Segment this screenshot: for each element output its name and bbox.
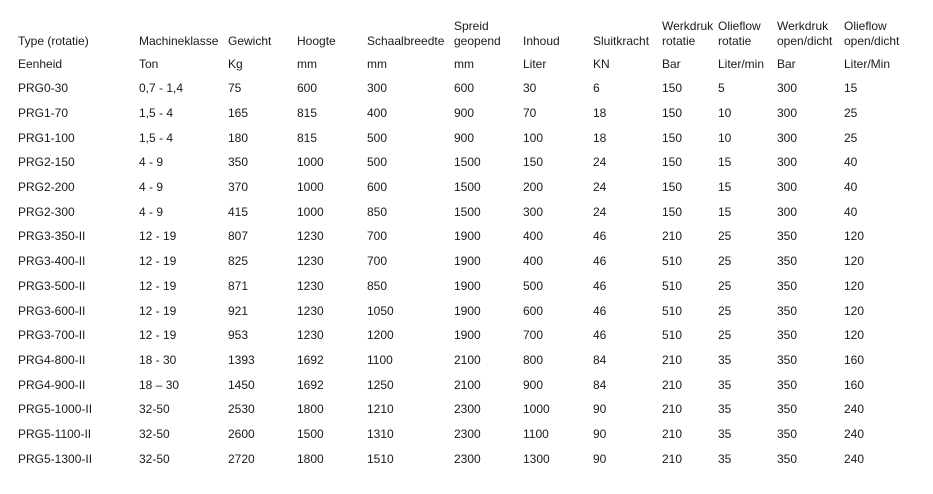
type-cell: PRG3-600-II <box>18 303 86 318</box>
table-cell: 1230 <box>297 229 324 244</box>
header-schaalbreedte: Schaalbreedte <box>367 34 445 48</box>
table-cell: 210 <box>662 377 683 392</box>
table-cell: 120 <box>844 254 865 269</box>
table-cell: 5 <box>718 81 725 96</box>
table-cell: 800 <box>523 352 544 367</box>
table-cell: 600 <box>454 81 475 96</box>
type-cell: PRG0-30 <box>18 81 69 96</box>
unit-cell: Eenheid <box>18 56 63 71</box>
table-cell: 18 <box>593 130 607 145</box>
unit-cell: Bar <box>777 56 796 71</box>
header-row <box>18 13 920 51</box>
table-cell: 240 <box>844 402 865 417</box>
table-cell: 700 <box>367 229 388 244</box>
type-cell: PRG1-70 <box>18 106 69 121</box>
table-cell: 1310 <box>367 426 394 441</box>
table-row <box>18 348 920 373</box>
type-cell: PRG2-150 <box>18 155 75 170</box>
table-cell: 46 <box>593 328 607 343</box>
type-cell: PRG5-1000-II <box>18 402 93 417</box>
table-cell: 400 <box>523 254 544 269</box>
table-row <box>18 199 920 224</box>
header-werkdruk-rotatie: Werkdruk rotatie <box>662 19 714 48</box>
table-cell: 150 <box>662 180 683 195</box>
table-cell: 1500 <box>454 204 481 219</box>
table-row <box>18 224 920 249</box>
table-cell: 815 <box>297 130 318 145</box>
table-cell: 1800 <box>297 451 324 466</box>
unit-cell: Liter/min <box>718 56 765 71</box>
spec-table <box>18 13 920 471</box>
table-cell: 18 – 30 <box>139 377 180 392</box>
table-cell: 1900 <box>454 303 481 318</box>
unit-cell: Kg <box>228 56 243 71</box>
table-cell: 700 <box>367 254 388 269</box>
table-cell: 510 <box>662 278 683 293</box>
table-cell: 350 <box>777 451 798 466</box>
type-cell: PRG5-1300-II <box>18 451 93 466</box>
unit-cell: mm <box>367 56 387 71</box>
table-cell: 25 <box>718 254 732 269</box>
table-cell: 210 <box>662 229 683 244</box>
table-cell: 350 <box>777 352 798 367</box>
type-cell: PRG5-1100-II <box>18 426 92 441</box>
table-cell: 210 <box>662 352 683 367</box>
table-cell: 850 <box>367 278 388 293</box>
table-cell: 180 <box>228 130 249 145</box>
table-cell: 1000 <box>523 402 550 417</box>
table-cell: 160 <box>844 377 865 392</box>
table-cell: 1,5 - 4 <box>139 130 174 145</box>
table-cell: 510 <box>662 254 683 269</box>
table-row <box>18 175 920 200</box>
table-cell: 2100 <box>454 352 481 367</box>
header-olieflow-rotatie: Olieflow rotatie <box>718 19 761 48</box>
unit-cell: Liter/Min <box>844 56 891 71</box>
table-cell: 370 <box>228 180 249 195</box>
table-cell: 15 <box>718 155 732 170</box>
table-cell: 1230 <box>297 328 324 343</box>
table-cell: 40 <box>844 155 858 170</box>
table-cell: 2300 <box>454 451 481 466</box>
type-cell: PRG1-100 <box>18 130 75 145</box>
table-cell: 35 <box>718 426 732 441</box>
table-row <box>18 397 920 422</box>
table-cell: 2100 <box>454 377 481 392</box>
type-cell: PRG3-400-II <box>18 254 86 269</box>
table-cell: 350 <box>777 328 798 343</box>
table-cell: 32-50 <box>139 426 170 441</box>
table-cell: 35 <box>718 377 732 392</box>
table-cell: 807 <box>228 229 249 244</box>
unit-cell: Ton <box>139 56 159 71</box>
table-cell: 1250 <box>367 377 394 392</box>
table-cell: 350 <box>777 377 798 392</box>
header-inhoud: Inhoud <box>523 34 560 48</box>
table-cell: 1100 <box>523 426 549 441</box>
table-cell: 70 <box>523 106 537 121</box>
table-cell: 600 <box>367 180 388 195</box>
table-cell: 500 <box>367 130 388 145</box>
header-werkdruk-open-dicht: Werkdruk open/dicht <box>777 19 833 48</box>
header-olieflow-open-dicht: Olieflow open/dicht <box>844 19 900 48</box>
table-cell: 1300 <box>523 451 550 466</box>
table-cell: 150 <box>662 204 683 219</box>
table-row <box>18 323 920 348</box>
table-cell: 1100 <box>367 352 393 367</box>
table-cell: 25 <box>718 303 732 318</box>
table-cell: 1692 <box>297 377 324 392</box>
table-cell: 10 <box>718 106 732 121</box>
table-cell: 415 <box>228 204 249 219</box>
table-cell: 350 <box>228 155 249 170</box>
table-cell: 300 <box>777 204 798 219</box>
table-cell: 4 - 9 <box>139 204 164 219</box>
table-cell: 500 <box>367 155 388 170</box>
table-cell: 35 <box>718 451 732 466</box>
table-cell: 2720 <box>228 451 255 466</box>
table-cell: 46 <box>593 278 607 293</box>
table-cell: 1200 <box>367 328 394 343</box>
table-cell: 240 <box>844 451 865 466</box>
unit-cell: Liter <box>523 56 547 71</box>
table-cell: 1500 <box>297 426 324 441</box>
unit-cell: Bar <box>662 56 681 71</box>
table-cell: 350 <box>777 278 798 293</box>
table-cell: 300 <box>777 106 798 121</box>
type-cell: PRG2-200 <box>18 180 75 195</box>
table-cell: 850 <box>367 204 388 219</box>
table-cell: 400 <box>367 106 388 121</box>
table-cell: 300 <box>777 155 798 170</box>
table-row <box>18 372 920 397</box>
table-cell: 350 <box>777 426 798 441</box>
header-type: Type (rotatie) <box>18 34 89 48</box>
type-cell: PRG3-500-II <box>18 278 86 293</box>
table-row <box>18 446 920 471</box>
header-gewicht: Gewicht <box>228 34 272 48</box>
table-cell: 2300 <box>454 426 481 441</box>
table-cell: 12 - 19 <box>139 254 177 269</box>
table-cell: 84 <box>593 377 607 392</box>
table-cell: 1000 <box>297 155 324 170</box>
table-cell: 24 <box>593 204 607 219</box>
table-cell: 30 <box>523 81 537 96</box>
table-cell: 871 <box>228 278 249 293</box>
table-cell: 24 <box>593 155 607 170</box>
table-row <box>18 125 920 150</box>
table-cell: 400 <box>523 229 544 244</box>
table-cell: 1050 <box>367 303 394 318</box>
table-cell: 1900 <box>454 328 481 343</box>
table-cell: 32-50 <box>139 451 170 466</box>
table-cell: 1500 <box>454 155 481 170</box>
table-cell: 350 <box>777 229 798 244</box>
table-cell: 150 <box>662 130 683 145</box>
table-cell: 25 <box>844 130 858 145</box>
table-row <box>18 274 920 299</box>
table-cell: 825 <box>228 254 249 269</box>
header-sluitkracht: Sluitkracht <box>593 34 650 48</box>
table-row <box>18 249 920 274</box>
table-cell: 100 <box>523 130 544 145</box>
table-cell: 1,5 - 4 <box>139 106 174 121</box>
table-cell: 35 <box>718 402 732 417</box>
unit-row <box>18 51 920 76</box>
unit-cell: KN <box>593 56 610 71</box>
table-row <box>18 76 920 101</box>
table-cell: 600 <box>523 303 544 318</box>
header-spreid-geopend: Spreid geopend <box>454 19 501 48</box>
table-cell: 4 - 9 <box>139 155 164 170</box>
type-cell: PRG4-800-II <box>18 352 86 367</box>
unit-cell: mm <box>454 56 474 71</box>
table-cell: 300 <box>523 204 544 219</box>
table-cell: 350 <box>777 303 798 318</box>
type-cell: PRG2-300 <box>18 204 75 219</box>
table-cell: 1510 <box>367 451 394 466</box>
table-cell: 1900 <box>454 254 481 269</box>
table-cell: 700 <box>523 328 544 343</box>
table-cell: 150 <box>523 155 544 170</box>
table-cell: 300 <box>777 81 798 96</box>
table-cell: 90 <box>593 451 607 466</box>
table-cell: 900 <box>454 106 475 121</box>
type-cell: PRG3-700-II <box>18 328 86 343</box>
table-cell: 150 <box>662 81 683 96</box>
table-cell: 150 <box>662 155 683 170</box>
table-cell: 1450 <box>228 377 255 392</box>
table-cell: 1900 <box>454 278 481 293</box>
table-cell: 921 <box>228 303 249 318</box>
table-cell: 75 <box>228 81 242 96</box>
table-row <box>18 422 920 447</box>
table-cell: 0,7 - 1,4 <box>139 81 184 96</box>
table-cell: 12 - 19 <box>139 303 177 318</box>
table-cell: 815 <box>297 106 318 121</box>
table-cell: 2530 <box>228 402 255 417</box>
table-cell: 32-50 <box>139 402 170 417</box>
table-cell: 1000 <box>297 180 324 195</box>
table-cell: 300 <box>367 81 388 96</box>
table-cell: 90 <box>593 426 607 441</box>
table-cell: 120 <box>844 328 865 343</box>
type-cell: PRG4-900-II <box>18 377 86 392</box>
table-cell: 46 <box>593 254 607 269</box>
table-cell: 900 <box>523 377 544 392</box>
table-cell: 46 <box>593 229 607 244</box>
table-cell: 120 <box>844 229 865 244</box>
table-cell: 40 <box>844 180 858 195</box>
table-cell: 200 <box>523 180 544 195</box>
table-row <box>18 150 920 175</box>
table-cell: 240 <box>844 426 865 441</box>
table-cell: 84 <box>593 352 607 367</box>
table-cell: 18 - 30 <box>139 352 177 367</box>
table-cell: 25 <box>718 328 732 343</box>
table-cell: 12 - 19 <box>139 229 177 244</box>
table-cell: 4 - 9 <box>139 180 164 195</box>
table-cell: 1230 <box>297 254 324 269</box>
table-cell: 120 <box>844 278 865 293</box>
table-cell: 1900 <box>454 229 481 244</box>
table-cell: 1230 <box>297 303 324 318</box>
table-cell: 1210 <box>367 402 394 417</box>
table-cell: 500 <box>523 278 544 293</box>
table-cell: 6 <box>593 81 600 96</box>
table-cell: 953 <box>228 328 249 343</box>
table-cell: 1500 <box>454 180 481 195</box>
table-cell: 25 <box>844 106 858 121</box>
table-cell: 90 <box>593 402 607 417</box>
table-cell: 25 <box>718 278 732 293</box>
table-cell: 300 <box>777 130 798 145</box>
table-cell: 12 - 19 <box>139 328 177 343</box>
table-cell: 510 <box>662 303 683 318</box>
table-cell: 160 <box>844 352 865 367</box>
table-row <box>18 298 920 323</box>
table-cell: 210 <box>662 426 683 441</box>
table-cell: 46 <box>593 303 607 318</box>
table-cell: 1000 <box>297 204 324 219</box>
table-cell: 12 - 19 <box>139 278 177 293</box>
table-cell: 15 <box>718 204 732 219</box>
header-machineklasse: Machineklasse <box>139 34 219 48</box>
table-cell: 510 <box>662 328 683 343</box>
table-cell: 210 <box>662 451 683 466</box>
table-cell: 10 <box>718 130 732 145</box>
table-cell: 15 <box>844 81 858 96</box>
table-cell: 120 <box>844 303 865 318</box>
table-cell: 1393 <box>228 352 255 367</box>
table-cell: 2600 <box>228 426 255 441</box>
table-cell: 25 <box>718 229 732 244</box>
table-cell: 150 <box>662 106 683 121</box>
table-cell: 900 <box>454 130 475 145</box>
table-cell: 2300 <box>454 402 481 417</box>
table-cell: 350 <box>777 254 798 269</box>
table-cell: 35 <box>718 352 732 367</box>
table-cell: 1230 <box>297 278 324 293</box>
table-row <box>18 101 920 126</box>
header-hoogte: Hoogte <box>297 34 336 48</box>
type-cell: PRG3-350-II <box>18 229 86 244</box>
table-cell: 24 <box>593 180 607 195</box>
table-body <box>18 76 920 471</box>
table-cell: 1692 <box>297 352 324 367</box>
table-cell: 1800 <box>297 402 324 417</box>
table-cell: 18 <box>593 106 607 121</box>
table-cell: 15 <box>718 180 732 195</box>
table-cell: 210 <box>662 402 683 417</box>
table-cell: 165 <box>228 106 249 121</box>
table-cell: 40 <box>844 204 858 219</box>
table-cell: 300 <box>777 180 798 195</box>
table-cell: 600 <box>297 81 318 96</box>
unit-cell: mm <box>297 56 317 71</box>
table-cell: 350 <box>777 402 798 417</box>
